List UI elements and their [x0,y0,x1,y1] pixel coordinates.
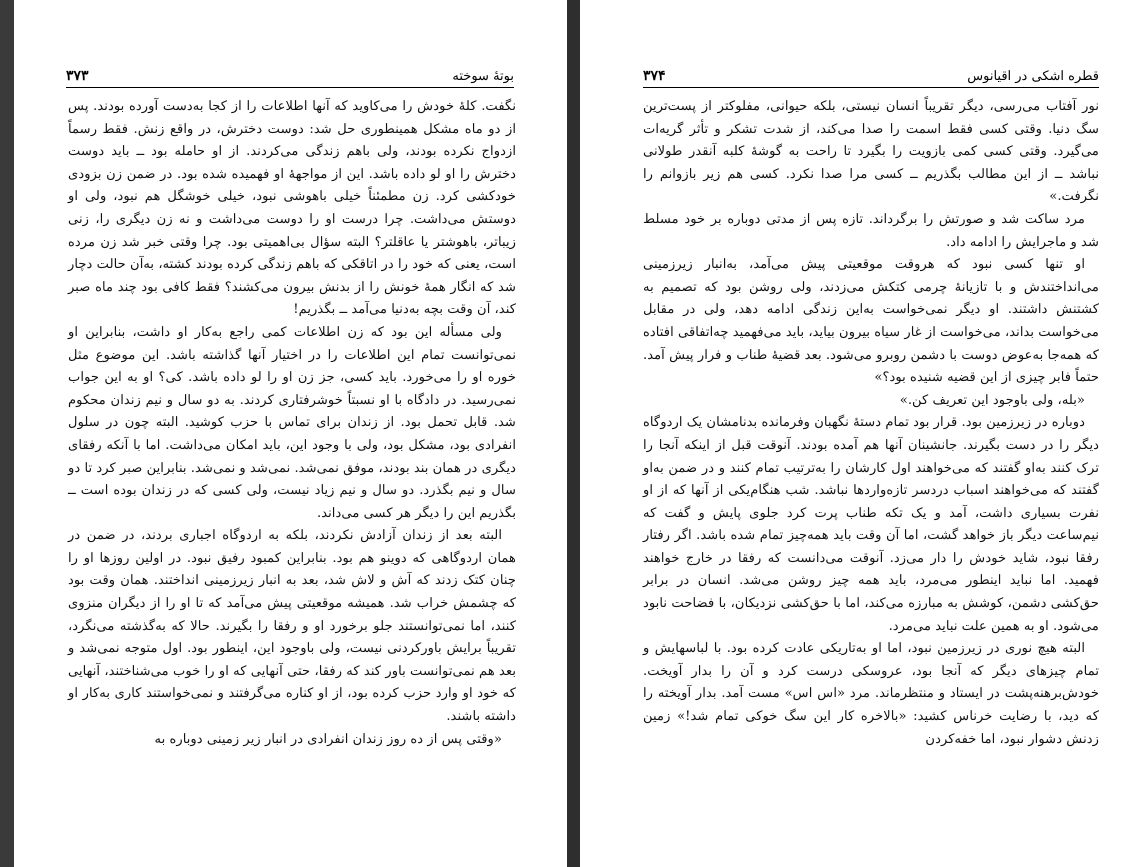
right-page-header [643,62,1099,88]
paragraph: البته هیچ نوری در زیرزمین نبود، اما او به‌تاریکی عادت کرده بود. با لباسهایش و تمام چیزهای دیگر که آنجا بود، عروسکی درست کرد و آن را بدار آویخت. خودش‌برهنه‌پشت در ایستاد و منتظرماند. مرد «اس اس» مست آمد. بدار آویخته را که دید، با رضایت خرناس کشید: «بالاخره کار این سگ خوکی تمام شد!» زمین زدنش دشوار نبود، اما خفه‌کردن [643,641,1099,747]
paragraph: دوباره در زیرزمین بود. قرار بود تمام دستهٔ نگهبان وفرمانده بدنامشان یک اردوگاه دیگر را در دست بگیرند. جانشینان آنها هم آمده بودند. آنوقت قبل از اینکه آنجا را ترک کنند به‌او گفتند که می‌خواهند اول کارشان را به‌ترتیب تمام کنند و در ضمن به‌او گفتند که می‌خواهند اسباب دردسر تازه‌واردها نباشد. شب هنگام‌یکی از آنها که از او نفرت بسیاری داشت، آمد و یک تکه طناب پرت کرد جلوی پایش و گفت که نیم‌ساعت دیگر باز خواهد گشت، اما آن وقت باید همه‌چیز تمام شده باشد. اگر رفتار رفقا نبود، شاید خودش را دار می‌زد. آنوقت می‌دانست که رفقا در خارج خواهند فهمید. اما نباید اینطور می‌مرد، باید همه چیز روشن می‌شد. انسان در برابر حق‌کشی دشمن، کوشش به مبارزه می‌کند، اما با حق‌کشی نزدیکان، با فضاحت نابود می‌شود. او به همین علت نباید می‌مرد. [643,415,1099,634]
page-number: ۳۷۴ [643,68,666,84]
book-gutter [567,0,580,867]
paragraph: «وقتی پس از ده روز زندان انفرادی در انبار زیر زمینی دوباره به [154,731,502,747]
right-page-body [643,96,1099,751]
paragraph: نگفت. کلهٔ خودش را می‌کاوید که آنها اطلاعات را از کجا به‌دست آورده بودند. پس از دو ماه مشکل همینطوری حل شد: دوست دخترش، در واقع زنش. فقط رسماً ازدواج نکرده بودند، ولی باهم زندگی می‌کردند. از او حامله بود ــ باید دوست دخترش را او لو داده باشد. این از مواجههٔ او فهمیده شده بود. در ضمن زن بزودی خودکشی کرد. زن مطمئناً خیلی باهوشی نبود، خیلی خوشگل هم نبود، ولی او دوستش می‌داشت. چرا درست او را دوست می‌داشت و نه زن دیگری را، زنی زیباتر، باهوشتر یا عاقلتر؟ البته سؤال بی‌اهمیتی بود. چرا وقتی خبر شد زن مرده است، یعنی که خود را در اتاقکی که باهم زندگی کرده بودند کشته، به‌آن حالت دچار شد که انگار همهٔ خونش را از بدنش بیرون می‌کشند؟ فقط کافی بود چند ماه صبر کند، آن وقت بچه به‌دنیا می‌آمد ــ بگذریم! [68,99,516,318]
paragraph: ولی مسأله این بود که زن اطلاعات کمی راجع به‌کار او داشت، بنابراین او نمی‌توانست تمام این اطلاعات را در اختیار آنها گذاشته باشد. این موضوع مثل خوره او را می‌خورد. باید کسی، جز زن او را لو داده باشد. کی؟ او به این جواب نمی‌رسید. در دادگاه با او نسبتاً خوشرفتاری کردند. به دو سال و نیم زندان محکوم شد. قابل تحمل بود. از زندان برای تماس با حزب کوشید. البته چون در سلول انفرادی بود، مشکل بود، ولی با وجود این، باید امکان می‌داشت. اما با آنکه رفقای دیگری در همان بند بودند، موفق نمی‌شد. نمی‌شد و نمی‌شد. بنابراین صبر کرد تا دو سال و نیم بگذرد. دو سال و نیم زیاد نیست، ولی کسی که در زندان بوده است ــ بگذریم این را دیگر هر کسی می‌داند. [68,324,516,521]
running-head: قطره اشکی در اقیانوس [967,69,1099,84]
paragraph: مرد ساکت شد و صورتش را برگرداند. تازه پس از مدتی دوباره بر خود مسلط شد و ماجرایش را ادامه داد. [643,211,1099,250]
paragraph: «بله، ولی باوجود این تعریف کن.» [899,392,1085,408]
paragraph: او تنها کسی نبود که هروقت موقعیتی پیش می‌آمد، به‌انبار زیرزمینی می‌انداختندش و با تازیانهٔ چرمی کتکش می‌زدند، ولی روشن بود که تصمیم به کشتنش داشتند. او دیگر نمی‌خواست به‌این زندگی ادامه دهد، ولی در مقابل می‌خواست بداند، می‌خواست از غار سیاه بیرون بیاید، باید می‌فهمید چه‌اتفاقی افتاده که همه‌جا به‌عوض دوست با دشمن روبرو می‌شود. بعد قضیهٔ طناب و فرار پیش آمد. حتماً فابر چیزی از این قضیه شنیده بود؟» [643,257,1099,386]
left-page-header [66,62,514,88]
left-page-body [68,96,516,751]
running-head: بوتهٔ سوخته [452,69,514,84]
right-page [580,0,1146,867]
paragraph: نور آفتاب می‌رسی، دیگر تقریباً انسان نیستی، بلکه حیوانی، مفلوکتر از پست‌ترین سگ دنیا. وقتی کسی فقط اسمت را صدا می‌کند، از شدت تشکر و تأثر گریه‌ات می‌گیرد. وقتی کسی کمی بازویت را بگیرد تا راحت به گوشهٔ کلبه آنقدر طولانی نباشد ــ از این مطالب بگذریم ــ کسی مرا صدا نکرد. کسی هم زیر بازوانم را نگرفت.» [643,99,1099,205]
left-page [14,0,567,867]
paragraph: البته بعد از زندان آزادش نکردند، بلکه به اردوگاه اجباری بردند، در ضمن در همان اردوگاهی که دوینو هم بود. بنابراین کمبود رفیق نبود. در اولین روزها او را چنان کتک زدند که آش و لاش شد، بعد به انبار زیرزمینی انداختند. همان وقت بود که چشمش خراب شد. همیشه موقعیتی پیش می‌آمد که تا او را از دیگران منزوی کنند، اما نمی‌توانستند جلو برخورد او و رفقا را بگیرند. حالا که به‌گذشته می‌نگرد، تقریباً برایش باورکردنی نیست، ولی باوجود این، اینطور بود. اول متوجه نمی‌شد و بعد هم نمی‌توانست باور کند که رفقا، حتی آنهایی که او را خوب می‌شناختند، آنهایی که خود او وارد حزب کرده بود، از او کناره می‌گرفتند و نمی‌خواستند کاری به‌کار او داشته باشند. [68,528,516,725]
page-number: ۳۷۳ [66,68,89,84]
